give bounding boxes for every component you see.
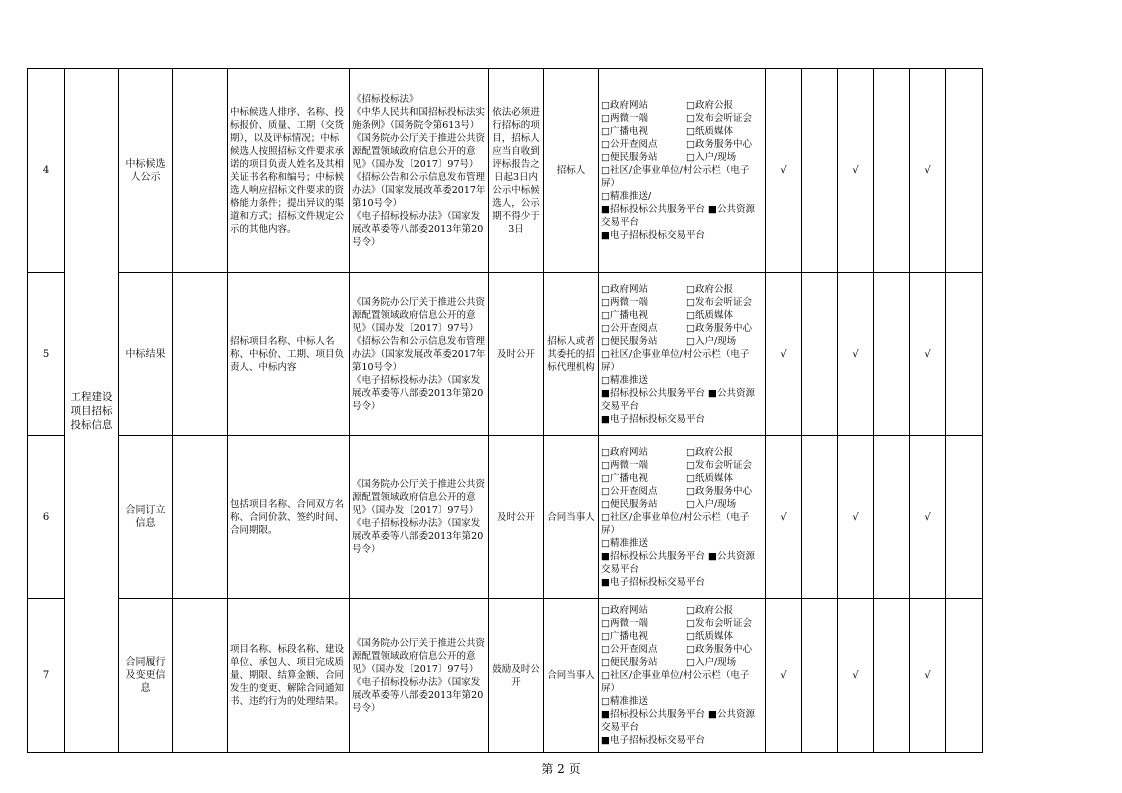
channel-option: □纸质媒体 <box>686 309 733 321</box>
item-name: 合同履行及变更信息 <box>119 599 173 753</box>
empty-cell <box>802 69 838 273</box>
channel-option: □社区/企事业单位/村公示栏（电子屏） <box>601 670 750 694</box>
disclosure-subject: 招标人或者其委托的招标代理机构 <box>544 273 599 436</box>
check-mark: √ <box>766 69 802 273</box>
disclosure-subject: 招标人 <box>544 69 599 273</box>
legal-basis: 《国务院办公厅关于推进公共资源配置领域政府信息公开的意见》（国办发〔2017〕97号） 《招标公告和公示信息发布管理办法》（国家发展改革委2017年第10号令） 《电子招标投标办法》（国家发展改革委等八部委2013年第20号令） <box>350 273 489 436</box>
disclosure-subject: 合同当事人 <box>544 436 599 599</box>
check-mark: √ <box>766 436 802 599</box>
channel-option: □政府网站 <box>601 605 648 616</box>
channel-option: □纸质媒体 <box>686 631 733 642</box>
channel-option: □政务服务中心 <box>686 322 752 334</box>
channel-option: ■电子招标投标交易平台 <box>601 230 705 241</box>
channel-option: □政府公报 <box>686 100 733 111</box>
row-seq: 4 <box>28 69 65 273</box>
channel-option: ■招标投标公共服务平台 ■公共资源交易平台 <box>601 709 755 733</box>
empty-cell <box>173 436 228 599</box>
channel-option: □两微一端 <box>601 296 648 308</box>
channel-option: □政务服务中心 <box>686 485 752 497</box>
channel-option: □发布会听证会 <box>686 113 752 124</box>
check-mark: √ <box>838 599 874 753</box>
check-mark: √ <box>838 273 874 436</box>
empty-cell <box>173 599 228 753</box>
channel-list <box>599 69 766 273</box>
empty-cell <box>946 436 983 599</box>
channel-option: □便民服务站 <box>601 498 658 510</box>
empty-cell <box>802 599 838 753</box>
channel-option: □广播电视 <box>601 472 648 484</box>
check-mark: √ <box>838 436 874 599</box>
channel-option: □公开查阅点 <box>601 322 658 334</box>
disclosure-content: 中标候选人排序、名称、投标报价、质量、工期（交货期），以及评标情况；中标候选人按照招标文件要求承诺的项目负责人姓名及其相关证书名称和编号；中标候选人响应招标文件要求的资格能力条件；提出异议的渠道和方式；招标文件规定公示的其他内容。 <box>228 69 350 273</box>
empty-cell <box>802 436 838 599</box>
channel-option: □入户/现场 <box>686 335 737 347</box>
channel-option: □社区/企事业单位/村公示栏（电子屏） <box>601 348 750 373</box>
channel-option: ■招标投标公共服务平台 ■公共资源交易平台 <box>601 204 755 228</box>
channel-option: □社区/企事业单位/村公示栏（电子屏） <box>601 511 750 536</box>
channel-option: □发布会听证会 <box>686 459 752 471</box>
item-name: 中标候选人公示 <box>119 69 173 273</box>
channel-option: □两微一端 <box>601 459 648 471</box>
page-number: 第 2 页 <box>541 762 581 776</box>
channel-option: ■电子招标投标交易平台 <box>601 413 705 425</box>
channel-option: □政府网站 <box>601 100 648 111</box>
empty-cell <box>946 69 983 273</box>
check-mark: √ <box>910 69 946 273</box>
channel-option: □政府公报 <box>686 605 733 616</box>
disclosure-content: 招标项目名称、中标人名称、中标价、工期、项目负责人、中标内容 <box>228 273 350 436</box>
channel-option: □政务服务中心 <box>686 644 752 655</box>
channel-list <box>599 599 766 753</box>
row-seq: 7 <box>28 599 65 753</box>
channel-option: □政府公报 <box>686 446 733 458</box>
table-row <box>28 599 983 753</box>
check-mark: √ <box>838 69 874 273</box>
channel-option: □精准推送 <box>601 696 648 707</box>
legal-basis: 《国务院办公厅关于推进公共资源配置领域政府信息公开的意见》（国办发〔2017〕97号） 《电子招标投标办法》（国家发展改革委等八部委2013年第20号令） <box>350 436 489 599</box>
time-limit: 及时公开 <box>489 436 544 599</box>
channel-list <box>599 273 766 436</box>
empty-cell <box>173 273 228 436</box>
item-name: 中标结果 <box>119 273 173 436</box>
channel-option: □发布会听证会 <box>686 618 752 629</box>
check-mark: √ <box>766 599 802 753</box>
channel-option: □入户/现场 <box>686 657 737 668</box>
channel-option: ■电子招标投标交易平台 <box>601 735 705 746</box>
channel-option: □入户/现场 <box>686 152 737 163</box>
empty-cell <box>802 273 838 436</box>
legal-basis: 《国务院办公厅关于推进公共资源配置领域政府信息公开的意见》（国办发〔2017〕97号） 《电子招标投标办法》（国家发展改革委等八部委2013年第20号令） <box>350 599 489 753</box>
channel-option: □纸质媒体 <box>686 472 733 484</box>
table-row <box>28 273 983 436</box>
disclosure-table <box>27 68 983 753</box>
check-mark: √ <box>910 599 946 753</box>
empty-cell <box>874 69 910 273</box>
channel-option: □广播电视 <box>601 631 648 642</box>
channel-option: □公开查阅点 <box>601 644 658 655</box>
channel-option: □政务服务中心 <box>686 139 752 150</box>
channel-option: ■招标投标公共服务平台 ■公共资源交易平台 <box>601 387 755 412</box>
empty-cell <box>874 273 910 436</box>
category-cell: 工程建设项目招标投标信息 <box>65 69 119 753</box>
channel-option: □政府公报 <box>686 283 733 295</box>
channel-list <box>599 436 766 599</box>
disclosure-subject: 合同当事人 <box>544 599 599 753</box>
channel-option: □便民服务站 <box>601 152 658 163</box>
channel-option: □两微一端 <box>601 113 648 124</box>
channel-option: □精准推送/ <box>601 191 652 202</box>
check-mark: √ <box>910 436 946 599</box>
channel-option: □入户/现场 <box>686 498 737 510</box>
channel-option: □政府网站 <box>601 283 648 295</box>
channel-option: □纸质媒体 <box>686 126 733 137</box>
channel-option: □两微一端 <box>601 618 648 629</box>
table-row <box>28 69 983 273</box>
time-limit: 依法必须进行招标的项目，招标人应当自收到评标报告之日起3日内公示中标候选人，公示期不得少于3日 <box>489 69 544 273</box>
check-mark: √ <box>910 273 946 436</box>
empty-cell <box>874 599 910 753</box>
table-row <box>28 436 983 599</box>
channel-option: □广播电视 <box>601 309 648 321</box>
row-seq: 5 <box>28 273 65 436</box>
channel-option: ■电子招标投标交易平台 <box>601 576 705 588</box>
channel-option: □便民服务站 <box>601 657 658 668</box>
channel-option: □发布会听证会 <box>686 296 752 308</box>
time-limit: 及时公开 <box>489 273 544 436</box>
channel-option: □社区/企事业单位/村公示栏（电子屏） <box>601 165 750 189</box>
disclosure-content: 包括项目名称、合同双方名称、合同价款、签约时间、合同期限。 <box>228 436 350 599</box>
legal-basis: 《招标投标法》 《中华人民共和国招标投标法实施条例》（国务院令第613号） 《国务院办公厅关于推进公共资源配置领域政府信息公开的意见》（国办发〔2017〕97号） 《招标公告和公示信息发布管理办法》（国家发展改革委2017年第10号令） 《电子招标投标办法》（国家发展改革委等八部委2013年第20号令） <box>350 69 489 273</box>
channel-option: □精准推送 <box>601 374 648 386</box>
channel-option: □公开查阅点 <box>601 485 658 497</box>
empty-cell <box>173 69 228 273</box>
time-limit: 鼓励及时公开 <box>489 599 544 753</box>
channel-option: □政府网站 <box>601 446 648 458</box>
check-mark: √ <box>766 273 802 436</box>
channel-option: □便民服务站 <box>601 335 658 347</box>
empty-cell <box>874 436 910 599</box>
item-name: 合同订立信息 <box>119 436 173 599</box>
channel-option: □广播电视 <box>601 126 648 137</box>
disclosure-content: 项目名称、标段名称、建设单位、承包人、项目完成质量、期限、结算金额、合同发生的变更、解除合同通知书、违约行为的处理结果。 <box>228 599 350 753</box>
channel-option: □公开查阅点 <box>601 139 658 150</box>
channel-option: ■招标投标公共服务平台 ■公共资源交易平台 <box>601 550 755 575</box>
row-seq: 6 <box>28 436 65 599</box>
empty-cell <box>946 273 983 436</box>
empty-cell <box>946 599 983 753</box>
channel-option: □精准推送 <box>601 537 648 549</box>
